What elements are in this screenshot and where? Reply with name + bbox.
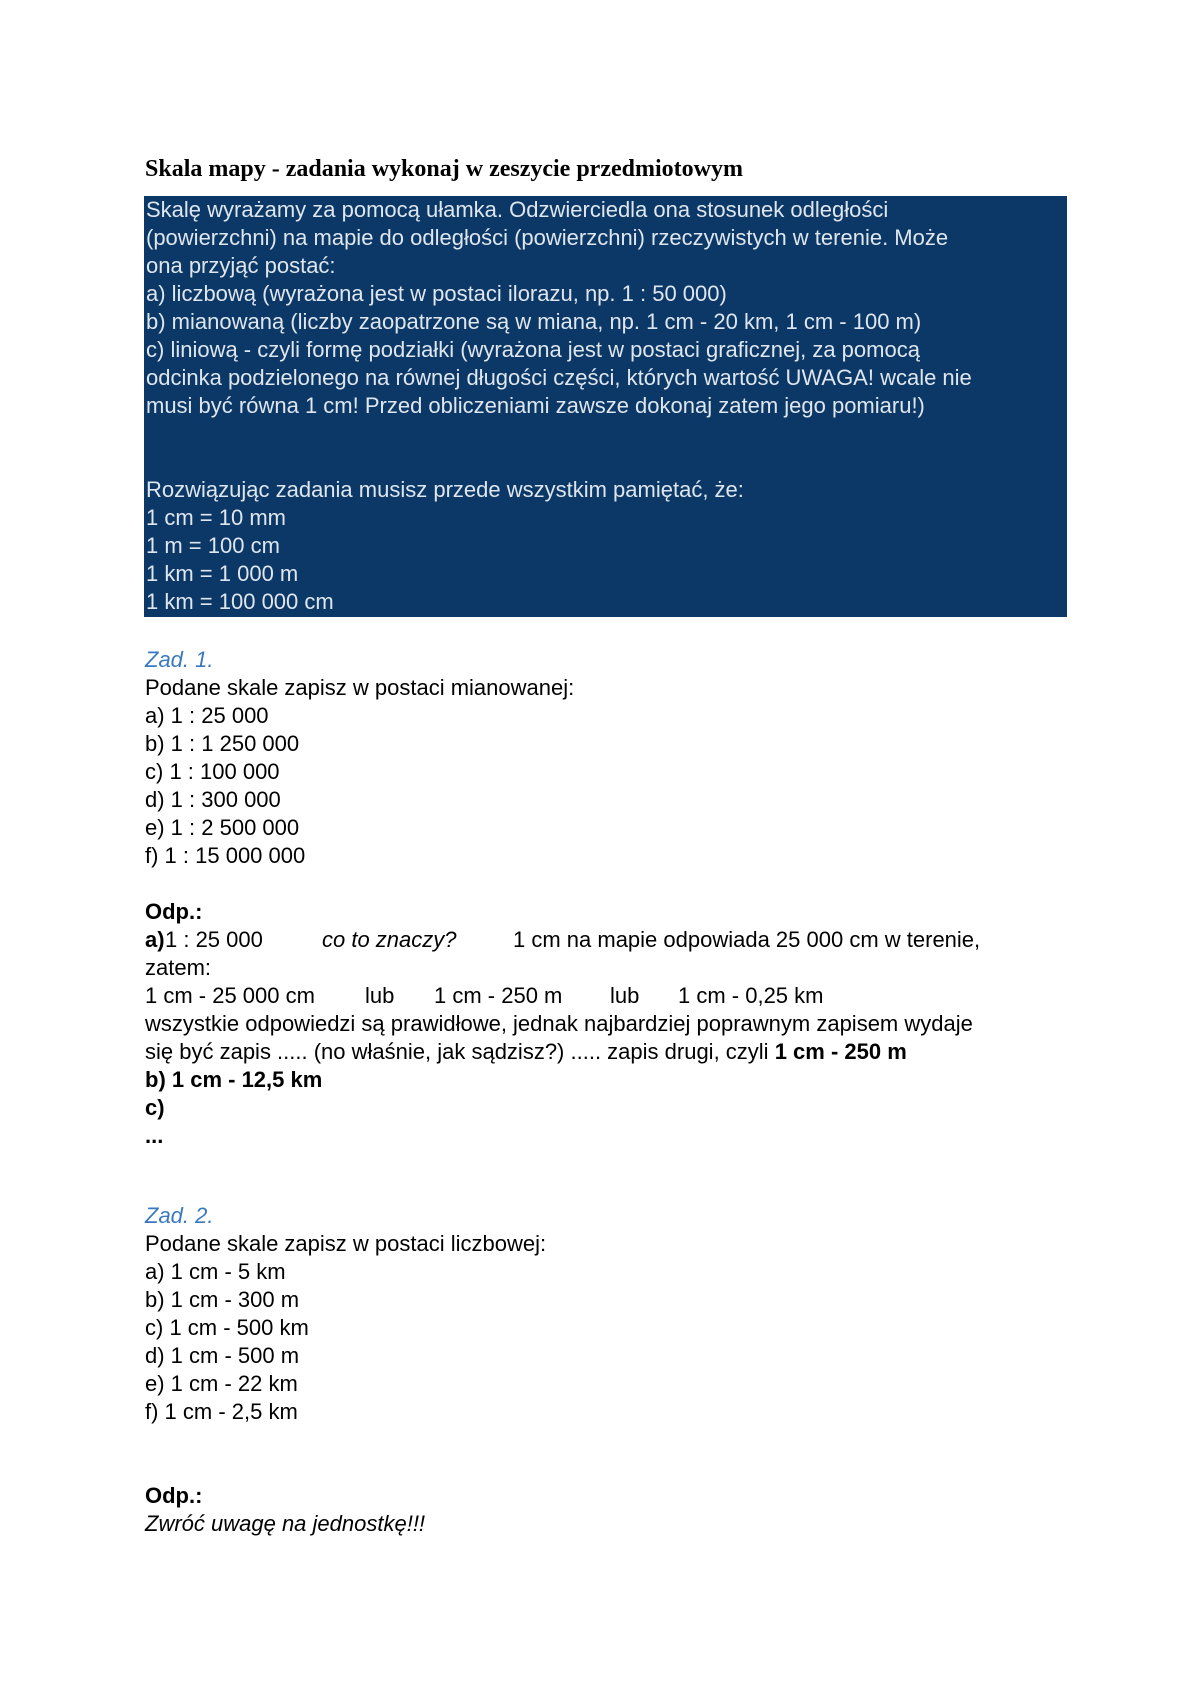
answer-a-comment: wszystkie odpowiedzi są prawidłowe, jednak najbardziej poprawnym zapisem wydaje <box>145 1011 973 1036</box>
answer-a-or: lub <box>610 983 640 1008</box>
answer-a-line <box>145 926 1075 954</box>
info-line: musi być równa 1 cm! Przed obliczeniami zawsze dokonaj zatem jego pomiaru!) <box>146 393 925 418</box>
info-line: b) mianowaną (liczby zaopatrzone są w miana, np. 1 cm - 20 km, 1 cm - 100 m) <box>146 309 922 334</box>
info-line: odcinka podzielonego na równej długości części, których wartość UWAGA! wcale nie <box>146 365 972 390</box>
info-line: ona przyjąć postać: <box>146 253 336 278</box>
task2-item: c) 1 cm - 500 km <box>145 1315 309 1340</box>
task2-item: b) 1 cm - 300 m <box>145 1287 300 1312</box>
task1-item: b) 1 : 1 250 000 <box>145 731 300 756</box>
task2-answer-label: Odp.: <box>145 1483 203 1508</box>
answer-a-scale: 1 : 25 000 <box>165 927 263 952</box>
task2-item: d) 1 cm - 500 m <box>145 1343 300 1368</box>
task1-item: d) 1 : 300 000 <box>145 787 281 812</box>
answer-a-continuation: zatem: <box>145 955 212 980</box>
answer-a-option: 1 cm - 25 000 cm <box>145 983 315 1008</box>
answer-a-comment-text: się być zapis ..... (no właśnie, jak sądzisz?) ..... zapis drugi, czyli <box>145 1039 775 1064</box>
answer-a-label: a) <box>145 927 165 952</box>
answer-a-options-line <box>145 982 845 1010</box>
task2-heading: Zad. 2. <box>145 1203 214 1228</box>
answer-a-option: 1 cm - 0,25 km <box>678 983 824 1008</box>
answer-b: b) 1 cm - 12,5 km <box>145 1067 323 1092</box>
info-line: (powierzchni) na mapie do odległości (powierzchni) rzeczywistych w terenie. Może <box>146 225 949 250</box>
info-line: a) liczbową (wyrażona jest w postaci ilorazu, np. 1 : 50 000) <box>146 281 727 306</box>
task1-item: c) 1 : 100 000 <box>145 759 280 784</box>
answer-a-comment-line2 <box>145 1038 907 1066</box>
task2-item: a) 1 cm - 5 km <box>145 1259 286 1284</box>
task2-item: f) 1 cm - 2,5 km <box>145 1399 298 1424</box>
task1-item: a) 1 : 25 000 <box>145 703 269 728</box>
answer-a-option: 1 cm - 250 m <box>434 983 563 1008</box>
answer-c: c) <box>145 1095 165 1120</box>
unit-conversion-line: 1 m = 100 cm <box>146 533 280 558</box>
task1-heading: Zad. 1. <box>145 647 214 672</box>
task1-item: f) 1 : 15 000 000 <box>145 843 306 868</box>
task1-answer-label: Odp.: <box>145 899 203 924</box>
unit-conversion-line: 1 km = 1 000 m <box>146 561 299 586</box>
info-line: c) liniową - czyli formę podziałki (wyrażona jest w postaci graficznej, za pomocą <box>146 337 920 362</box>
scale-info-box <box>144 196 1067 617</box>
task2-item: e) 1 cm - 22 km <box>145 1371 298 1396</box>
task1-item: e) 1 : 2 500 000 <box>145 815 300 840</box>
answer-a-best-answer: 1 cm - 250 m <box>774 1039 907 1064</box>
unit-conversion-line: 1 cm = 10 mm <box>146 505 286 530</box>
answer-a-question: co to znaczy? <box>322 927 457 952</box>
answer-a-explanation: 1 cm na mapie odpowiada 25 000 cm w terenie, <box>513 927 981 952</box>
task2-note: Zwróć uwagę na jednostkę!!! <box>145 1511 426 1536</box>
answer-a-or: lub <box>365 983 395 1008</box>
answer-more: ... <box>145 1123 164 1148</box>
unit-conversion-line: 1 km = 100 000 cm <box>146 589 334 614</box>
remember-line: Rozwiązując zadania musisz przede wszystkim pamiętać, że: <box>146 477 744 502</box>
page-title: Skala mapy - zadania wykonaj w zeszycie przedmiotowym <box>145 156 743 182</box>
task1-instruction: Podane skale zapisz w postaci mianowanej: <box>145 675 575 700</box>
task2-instruction: Podane skale zapisz w postaci liczbowej: <box>145 1231 547 1256</box>
info-line: Skalę wyrażamy za pomocą ułamka. Odzwierciedla ona stosunek odległości <box>146 197 889 222</box>
